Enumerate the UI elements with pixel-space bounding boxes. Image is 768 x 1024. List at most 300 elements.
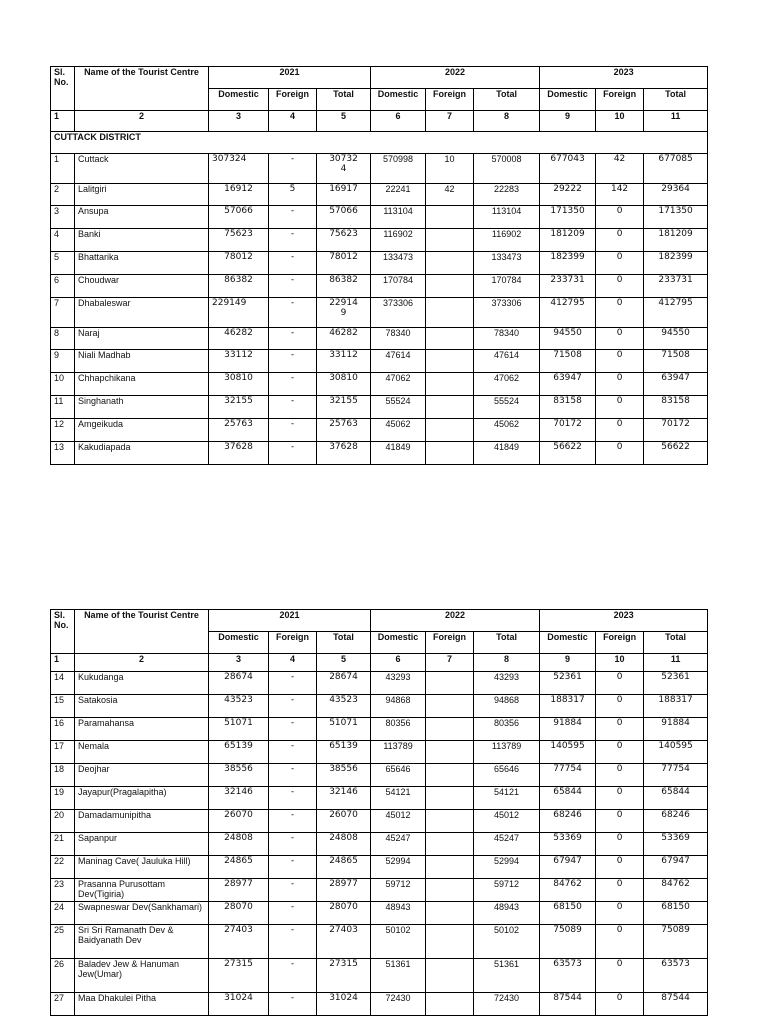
column-number: 9 xyxy=(540,654,596,672)
foreign-2023-cell: 42 xyxy=(596,154,644,184)
foreign-2021-cell: - xyxy=(269,328,317,350)
domestic-2022-cell: 51361 xyxy=(371,959,426,993)
total-2021-cell: 28977 xyxy=(317,879,371,902)
table-row xyxy=(51,252,708,275)
total-2022-cell: 78340 xyxy=(474,328,540,350)
foreign-2023-cell: 0 xyxy=(596,229,644,252)
table-row xyxy=(51,718,708,741)
domestic-2021-cell: 30810 xyxy=(209,373,269,396)
domestic-2022-cell: 570998 xyxy=(371,154,426,184)
domestic-2021-cell: 38556 xyxy=(209,764,269,787)
domestic-2022-cell: 52994 xyxy=(371,856,426,879)
foreign-2021-cell: - xyxy=(269,959,317,993)
sl-number: 15 xyxy=(51,695,75,718)
foreign-2022-cell xyxy=(426,833,474,856)
foreign-2021-cell: - xyxy=(269,252,317,275)
centre-name: Maninag Cave( Jauluka Hill) xyxy=(75,856,209,879)
foreign-2021-cell: - xyxy=(269,373,317,396)
domestic-2022-cell: 22241 xyxy=(371,184,426,206)
domestic-2021-header: Domestic xyxy=(209,89,269,111)
total-2022-cell: 116902 xyxy=(474,229,540,252)
column-number: 9 xyxy=(540,111,596,132)
domestic-2023-cell: 75089 xyxy=(540,925,596,959)
foreign-2022-cell xyxy=(426,396,474,419)
total-2021-cell: 28070 xyxy=(317,902,371,925)
domestic-2021-cell: 26070 xyxy=(209,810,269,833)
total-2021-cell: 24865 xyxy=(317,856,371,879)
centre-name: Prasanna Purusottam Dev(Tigiria) xyxy=(75,879,209,902)
total-2022-cell: 50102 xyxy=(474,925,540,959)
table-row xyxy=(51,184,708,206)
column-number: 5 xyxy=(317,111,371,132)
table-row xyxy=(51,879,708,902)
foreign-2022-cell xyxy=(426,718,474,741)
total-2021-cell: 33112 xyxy=(317,350,371,373)
foreign-2022-cell xyxy=(426,419,474,442)
domestic-2023-cell: 677043 xyxy=(540,154,596,184)
total-2023-cell: 83158 xyxy=(644,396,708,419)
table-row xyxy=(51,328,708,350)
total-2022-cell: 48943 xyxy=(474,902,540,925)
domestic-2023-cell: 63573 xyxy=(540,959,596,993)
column-number-row xyxy=(51,654,708,672)
foreign-2022-cell xyxy=(426,925,474,959)
sl-number: 17 xyxy=(51,741,75,764)
total-2023-cell: 67947 xyxy=(644,856,708,879)
table-row xyxy=(51,902,708,925)
total-2022-cell: 47614 xyxy=(474,350,540,373)
foreign-2021-cell: - xyxy=(269,787,317,810)
domestic-2023-cell: 68246 xyxy=(540,810,596,833)
sl-number: 1 xyxy=(51,154,75,184)
sl-number: 23 xyxy=(51,879,75,902)
domestic-2021-cell: 28070 xyxy=(209,902,269,925)
sl-no-header: Sl. No. xyxy=(51,610,75,654)
foreign-2022-header: Foreign xyxy=(426,89,474,111)
centre-name: Cuttack xyxy=(75,154,209,184)
centre-name: Satakosia xyxy=(75,695,209,718)
total-2021-cell: 57066 xyxy=(317,206,371,229)
domestic-2021-cell: 28674 xyxy=(209,672,269,695)
domestic-2023-cell: 67947 xyxy=(540,856,596,879)
year-2021-header: 2021 xyxy=(209,67,371,89)
table-row xyxy=(51,229,708,252)
foreign-2023-cell: 0 xyxy=(596,695,644,718)
domestic-2022-cell: 47614 xyxy=(371,350,426,373)
total-2023-cell: 91884 xyxy=(644,718,708,741)
foreign-2022-cell xyxy=(426,810,474,833)
table-row xyxy=(51,741,708,764)
column-number: 11 xyxy=(644,654,708,672)
table-row xyxy=(51,833,708,856)
column-number: 4 xyxy=(269,111,317,132)
domestic-2023-cell: 181209 xyxy=(540,229,596,252)
domestic-2022-cell: 113789 xyxy=(371,741,426,764)
table-row xyxy=(51,298,708,328)
total-2022-cell: 51361 xyxy=(474,959,540,993)
domestic-2022-cell: 45062 xyxy=(371,419,426,442)
total-2022-header: Total xyxy=(474,89,540,111)
domestic-2022-cell: 133473 xyxy=(371,252,426,275)
domestic-2021-cell: 24865 xyxy=(209,856,269,879)
foreign-2021-cell: - xyxy=(269,879,317,902)
column-number: 7 xyxy=(426,111,474,132)
total-2022-cell: 22283 xyxy=(474,184,540,206)
domestic-2021-cell: 24808 xyxy=(209,833,269,856)
foreign-2022-cell: 42 xyxy=(426,184,474,206)
table-row xyxy=(51,373,708,396)
foreign-2023-cell: 142 xyxy=(596,184,644,206)
total-2023-cell: 87544 xyxy=(644,993,708,1016)
sl-number: 20 xyxy=(51,810,75,833)
total-2021-cell: 25763 xyxy=(317,419,371,442)
total-2021-cell: 27403 xyxy=(317,925,371,959)
domestic-2023-cell: 68150 xyxy=(540,902,596,925)
table-row xyxy=(51,787,708,810)
domestic-2023-cell: 63947 xyxy=(540,373,596,396)
sl-number: 8 xyxy=(51,328,75,350)
foreign-2021-cell: - xyxy=(269,672,317,695)
total-2021-cell: 78012 xyxy=(317,252,371,275)
total-2023-cell: 53369 xyxy=(644,833,708,856)
total-2023-cell: 94550 xyxy=(644,328,708,350)
domestic-2023-cell: 94550 xyxy=(540,328,596,350)
centre-name: Singhanath xyxy=(75,396,209,419)
domestic-2021-cell: 65139 xyxy=(209,741,269,764)
sl-number: 10 xyxy=(51,373,75,396)
tourist-table-2 xyxy=(50,609,708,1016)
sl-number: 7 xyxy=(51,298,75,328)
total-2023-cell: 84762 xyxy=(644,879,708,902)
total-2022-cell: 45012 xyxy=(474,810,540,833)
total-2021-cell: 16917 xyxy=(317,184,371,206)
domestic-2022-cell: 41849 xyxy=(371,442,426,465)
name-column-header: Name of the Tourist Centre xyxy=(75,610,209,654)
centre-name: Damadamunipitha xyxy=(75,810,209,833)
total-2021-cell: 32155 xyxy=(317,396,371,419)
foreign-2022-cell xyxy=(426,442,474,465)
domestic-2021-cell: 307324 xyxy=(209,154,269,184)
column-number: 7 xyxy=(426,654,474,672)
sl-number: 26 xyxy=(51,959,75,993)
domestic-2021-cell: 27315 xyxy=(209,959,269,993)
foreign-2023-cell: 0 xyxy=(596,672,644,695)
table-header-group xyxy=(51,67,708,154)
column-number: 2 xyxy=(75,111,209,132)
foreign-2021-cell: - xyxy=(269,695,317,718)
total-2023-cell: 75089 xyxy=(644,925,708,959)
foreign-2023-header: Foreign xyxy=(596,632,644,654)
centre-name: Jayapur(Pragalapitha) xyxy=(75,787,209,810)
sl-number: 27 xyxy=(51,993,75,1016)
centre-name: Niali Madhab xyxy=(75,350,209,373)
domestic-2021-cell: 16912 xyxy=(209,184,269,206)
sl-number: 4 xyxy=(51,229,75,252)
domestic-2021-cell: 86382 xyxy=(209,275,269,298)
sl-number: 21 xyxy=(51,833,75,856)
total-2021-cell: 46282 xyxy=(317,328,371,350)
foreign-2022-cell xyxy=(426,206,474,229)
foreign-2023-cell: 0 xyxy=(596,206,644,229)
foreign-2023-header: Foreign xyxy=(596,89,644,111)
domestic-2022-cell: 72430 xyxy=(371,993,426,1016)
total-2021-cell: 30810 xyxy=(317,373,371,396)
domestic-2023-cell: 29222 xyxy=(540,184,596,206)
foreign-2023-cell: 0 xyxy=(596,328,644,350)
total-2023-cell: 188317 xyxy=(644,695,708,718)
domestic-2021-cell: 43523 xyxy=(209,695,269,718)
foreign-2021-cell: - xyxy=(269,764,317,787)
total-2023-cell: 77754 xyxy=(644,764,708,787)
table-row xyxy=(51,810,708,833)
total-2022-cell: 54121 xyxy=(474,787,540,810)
domestic-2022-cell: 65646 xyxy=(371,764,426,787)
column-number: 4 xyxy=(269,654,317,672)
domestic-2021-cell: 75623 xyxy=(209,229,269,252)
column-number: 1 xyxy=(51,654,75,672)
foreign-2022-cell xyxy=(426,252,474,275)
foreign-2021-cell: - xyxy=(269,419,317,442)
year-2022-header: 2022 xyxy=(371,610,540,632)
total-2021-cell: 26070 xyxy=(317,810,371,833)
sl-number: 19 xyxy=(51,787,75,810)
sl-number: 3 xyxy=(51,206,75,229)
domestic-2023-cell: 171350 xyxy=(540,206,596,229)
foreign-2023-cell: 0 xyxy=(596,419,644,442)
domestic-2023-cell: 87544 xyxy=(540,993,596,1016)
centre-name: Paramahansa xyxy=(75,718,209,741)
sl-no-header: Sl. No. xyxy=(51,67,75,111)
total-2023-cell: 171350 xyxy=(644,206,708,229)
foreign-2023-cell: 0 xyxy=(596,373,644,396)
domestic-2022-cell: 113104 xyxy=(371,206,426,229)
domestic-2021-cell: 37628 xyxy=(209,442,269,465)
foreign-2022-cell: 10 xyxy=(426,154,474,184)
table-row xyxy=(51,856,708,879)
sl-number: 18 xyxy=(51,764,75,787)
table-row xyxy=(51,154,708,184)
table-row xyxy=(51,925,708,959)
domestic-2021-cell: 33112 xyxy=(209,350,269,373)
sl-number: 25 xyxy=(51,925,75,959)
domestic-2022-cell: 94868 xyxy=(371,695,426,718)
domestic-2021-cell: 28977 xyxy=(209,879,269,902)
foreign-2023-cell: 0 xyxy=(596,787,644,810)
total-2022-cell: 570008 xyxy=(474,154,540,184)
centre-name: Sapanpur xyxy=(75,833,209,856)
sl-number: 6 xyxy=(51,275,75,298)
total-2022-cell: 43293 xyxy=(474,672,540,695)
centre-name: Ansupa xyxy=(75,206,209,229)
domestic-2023-header: Domestic xyxy=(540,89,596,111)
foreign-2022-cell xyxy=(426,741,474,764)
total-2022-cell: 52994 xyxy=(474,856,540,879)
sl-number: 2 xyxy=(51,184,75,206)
table-body xyxy=(51,672,708,1016)
foreign-2021-cell: - xyxy=(269,718,317,741)
total-2021-header: Total xyxy=(317,89,371,111)
foreign-2021-cell: - xyxy=(269,833,317,856)
column-number: 5 xyxy=(317,654,371,672)
foreign-2021-cell: - xyxy=(269,810,317,833)
centre-name: Banki xyxy=(75,229,209,252)
centre-name: Baladev Jew & Hanuman Jew(Umar) xyxy=(75,959,209,993)
column-number: 1 xyxy=(51,111,75,132)
column-number: 10 xyxy=(596,654,644,672)
domestic-2023-header: Domestic xyxy=(540,632,596,654)
foreign-2022-cell xyxy=(426,298,474,328)
total-2023-cell: 233731 xyxy=(644,275,708,298)
table-header-group xyxy=(51,610,708,672)
table-row xyxy=(51,993,708,1016)
centre-name: Lalitgiri xyxy=(75,184,209,206)
year-2021-header: 2021 xyxy=(209,610,371,632)
total-2021-cell: 31024 xyxy=(317,993,371,1016)
domestic-2023-cell: 70172 xyxy=(540,419,596,442)
total-2023-header: Total xyxy=(644,89,708,111)
total-2021-cell: 22914 9 xyxy=(317,298,371,328)
foreign-2023-cell: 0 xyxy=(596,959,644,993)
foreign-2022-cell xyxy=(426,856,474,879)
foreign-2023-cell: 0 xyxy=(596,993,644,1016)
foreign-2021-cell: - xyxy=(269,275,317,298)
centre-name: Nemala xyxy=(75,741,209,764)
column-number: 6 xyxy=(371,111,426,132)
foreign-2023-cell: 0 xyxy=(596,396,644,419)
domestic-2023-cell: 91884 xyxy=(540,718,596,741)
domestic-2022-cell: 170784 xyxy=(371,275,426,298)
domestic-2022-cell: 59712 xyxy=(371,879,426,902)
centre-name: Sri Sri Ramanath Dev & Baidyanath Dev xyxy=(75,925,209,959)
domestic-2021-cell: 32146 xyxy=(209,787,269,810)
section-title: CUTTACK DISTRICT xyxy=(51,132,708,154)
table-row xyxy=(51,672,708,695)
centre-name: Choudwar xyxy=(75,275,209,298)
total-2022-cell: 45247 xyxy=(474,833,540,856)
centre-name: Deojhar xyxy=(75,764,209,787)
table-row xyxy=(51,350,708,373)
domestic-2021-cell: 31024 xyxy=(209,993,269,1016)
foreign-2022-cell xyxy=(426,350,474,373)
foreign-2023-cell: 0 xyxy=(596,442,644,465)
total-2023-cell: 182399 xyxy=(644,252,708,275)
foreign-2021-cell: - xyxy=(269,206,317,229)
total-2022-cell: 55524 xyxy=(474,396,540,419)
centre-name: Kakudiapada xyxy=(75,442,209,465)
foreign-2022-cell xyxy=(426,959,474,993)
sl-number: 11 xyxy=(51,396,75,419)
foreign-2021-cell: - xyxy=(269,925,317,959)
centre-name: Swapneswar Dev(Sankhamari) xyxy=(75,902,209,925)
total-2023-cell: 68150 xyxy=(644,902,708,925)
total-2023-cell: 29364 xyxy=(644,184,708,206)
column-number: 3 xyxy=(209,654,269,672)
foreign-2021-cell: - xyxy=(269,442,317,465)
domestic-2022-cell: 50102 xyxy=(371,925,426,959)
table-row xyxy=(51,442,708,465)
foreign-2021-cell: - xyxy=(269,902,317,925)
total-2021-cell: 75623 xyxy=(317,229,371,252)
domestic-2022-cell: 116902 xyxy=(371,229,426,252)
domestic-2022-cell: 80356 xyxy=(371,718,426,741)
foreign-2021-cell: - xyxy=(269,741,317,764)
sl-number: 5 xyxy=(51,252,75,275)
foreign-2023-cell: 0 xyxy=(596,833,644,856)
sl-number: 14 xyxy=(51,672,75,695)
foreign-2021-cell: - xyxy=(269,229,317,252)
foreign-2023-cell: 0 xyxy=(596,275,644,298)
sl-number: 9 xyxy=(51,350,75,373)
foreign-2022-header: Foreign xyxy=(426,632,474,654)
foreign-2021-header: Foreign xyxy=(269,632,317,654)
domestic-2022-cell: 45247 xyxy=(371,833,426,856)
total-2022-cell: 170784 xyxy=(474,275,540,298)
foreign-2022-cell xyxy=(426,672,474,695)
total-2022-cell: 72430 xyxy=(474,993,540,1016)
sl-number: 12 xyxy=(51,419,75,442)
column-number: 11 xyxy=(644,111,708,132)
total-2022-cell: 373306 xyxy=(474,298,540,328)
total-2021-cell: 27315 xyxy=(317,959,371,993)
domestic-2023-cell: 83158 xyxy=(540,396,596,419)
centre-name: Amgeikuda xyxy=(75,419,209,442)
total-2023-cell: 63573 xyxy=(644,959,708,993)
foreign-2023-cell: 0 xyxy=(596,718,644,741)
total-2022-cell: 41849 xyxy=(474,442,540,465)
foreign-2023-cell: 0 xyxy=(596,252,644,275)
total-2023-cell: 181209 xyxy=(644,229,708,252)
column-number: 3 xyxy=(209,111,269,132)
domestic-2023-cell: 52361 xyxy=(540,672,596,695)
column-number-row xyxy=(51,111,708,132)
foreign-2021-cell: - xyxy=(269,856,317,879)
total-2021-cell: 30732 4 xyxy=(317,154,371,184)
domestic-2023-cell: 182399 xyxy=(540,252,596,275)
centre-name: Naraj xyxy=(75,328,209,350)
total-2021-cell: 24808 xyxy=(317,833,371,856)
total-2022-cell: 113104 xyxy=(474,206,540,229)
foreign-2023-cell: 0 xyxy=(596,741,644,764)
foreign-2023-cell: 0 xyxy=(596,298,644,328)
domestic-2023-cell: 65844 xyxy=(540,787,596,810)
total-2022-header: Total xyxy=(474,632,540,654)
sl-number: 13 xyxy=(51,442,75,465)
domestic-2023-cell: 71508 xyxy=(540,350,596,373)
foreign-2022-cell xyxy=(426,373,474,396)
foreign-2022-cell xyxy=(426,993,474,1016)
name-column-header: Name of the Tourist Centre xyxy=(75,67,209,111)
sl-number: 24 xyxy=(51,902,75,925)
column-number: 8 xyxy=(474,654,540,672)
column-number: 2 xyxy=(75,654,209,672)
table-row xyxy=(51,764,708,787)
table-body xyxy=(51,154,708,465)
total-2022-cell: 94868 xyxy=(474,695,540,718)
total-2021-cell: 65139 xyxy=(317,741,371,764)
domestic-2023-cell: 77754 xyxy=(540,764,596,787)
total-2023-cell: 65844 xyxy=(644,787,708,810)
domestic-2023-cell: 84762 xyxy=(540,879,596,902)
total-2023-cell: 68246 xyxy=(644,810,708,833)
total-2022-cell: 80356 xyxy=(474,718,540,741)
foreign-2022-cell xyxy=(426,787,474,810)
total-2023-cell: 56622 xyxy=(644,442,708,465)
domestic-2021-cell: 32155 xyxy=(209,396,269,419)
table-row xyxy=(51,396,708,419)
centre-name: Kukudanga xyxy=(75,672,209,695)
domestic-2023-cell: 233731 xyxy=(540,275,596,298)
total-2023-cell: 677085 xyxy=(644,154,708,184)
